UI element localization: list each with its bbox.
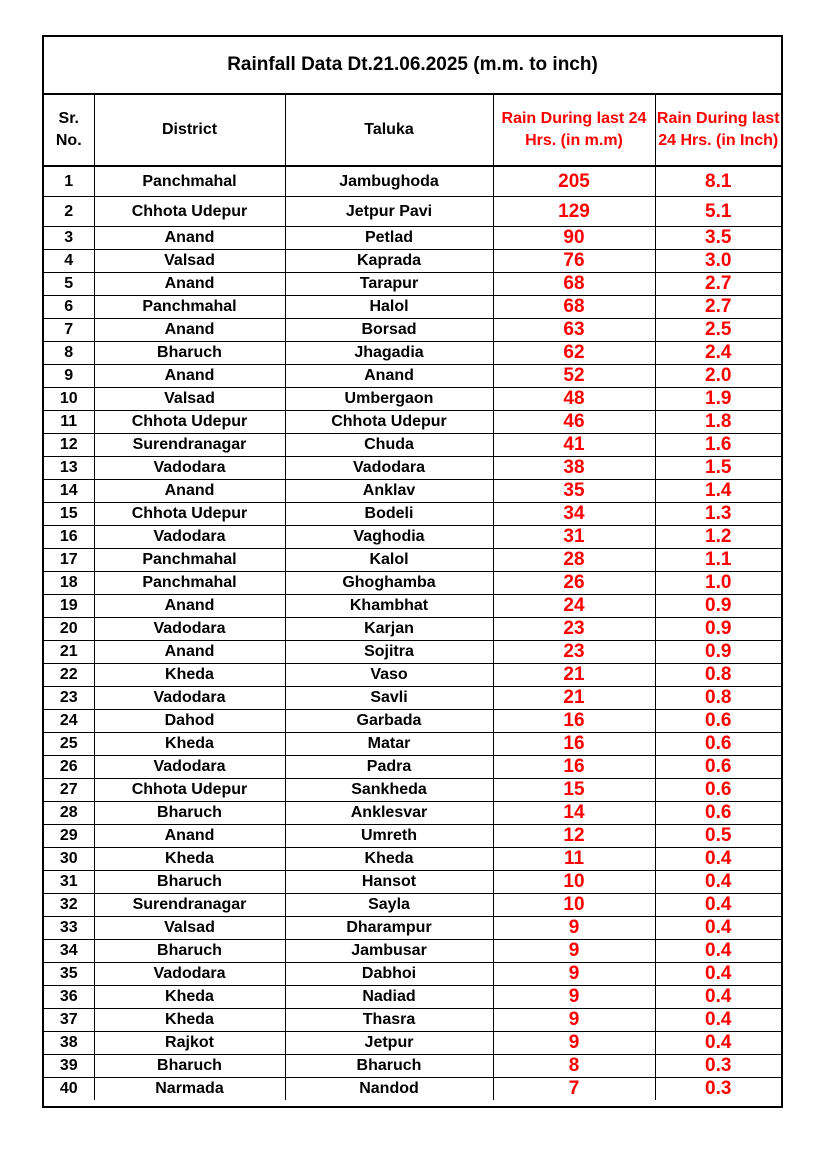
table-row: [44, 166, 781, 197]
cell-rain-mm: 28: [493, 549, 655, 572]
cell-district: Surendranagar: [94, 894, 285, 917]
cell-rain-inch: 0.4: [655, 1009, 781, 1032]
cell-taluka: Umbergaon: [285, 388, 493, 411]
cell-rain-mm: 90: [493, 227, 655, 250]
cell-sr-no: 39: [44, 1055, 94, 1078]
cell-taluka: Nandod: [285, 1078, 493, 1101]
cell-district: Valsad: [94, 917, 285, 940]
cell-sr-no: 8: [44, 342, 94, 365]
cell-taluka: Kaprada: [285, 250, 493, 273]
cell-sr-no: 17: [44, 549, 94, 572]
cell-rain-mm: 129: [493, 197, 655, 227]
cell-district: Chhota Udepur: [94, 197, 285, 227]
cell-sr-no: 16: [44, 526, 94, 549]
cell-rain-mm: 21: [493, 664, 655, 687]
cell-taluka: Anand: [285, 365, 493, 388]
cell-rain-inch: 5.1: [655, 197, 781, 227]
cell-sr-no: 3: [44, 227, 94, 250]
table-header: [44, 95, 781, 166]
cell-rain-inch: 1.9: [655, 388, 781, 411]
cell-sr-no: 33: [44, 917, 94, 940]
cell-district: Valsad: [94, 250, 285, 273]
cell-district: Vadodara: [94, 618, 285, 641]
cell-rain-inch: 2.0: [655, 365, 781, 388]
cell-rain-inch: 0.9: [655, 641, 781, 664]
cell-rain-mm: 10: [493, 871, 655, 894]
cell-rain-mm: 21: [493, 687, 655, 710]
table-row: [44, 871, 781, 894]
table-row: [44, 710, 781, 733]
cell-taluka: Jetpur: [285, 1032, 493, 1055]
cell-rain-mm: 9: [493, 940, 655, 963]
cell-sr-no: 10: [44, 388, 94, 411]
cell-rain-mm: 16: [493, 733, 655, 756]
cell-rain-inch: 0.5: [655, 825, 781, 848]
cell-rain-inch: 0.4: [655, 1032, 781, 1055]
cell-sr-no: 37: [44, 1009, 94, 1032]
cell-sr-no: 13: [44, 457, 94, 480]
table-row: [44, 986, 781, 1009]
cell-sr-no: 34: [44, 940, 94, 963]
cell-taluka: Sankheda: [285, 779, 493, 802]
cell-rain-mm: 41: [493, 434, 655, 457]
cell-rain-mm: 16: [493, 756, 655, 779]
cell-rain-mm: 24: [493, 595, 655, 618]
table-row: [44, 342, 781, 365]
cell-taluka: Nadiad: [285, 986, 493, 1009]
cell-rain-inch: 1.1: [655, 549, 781, 572]
header-taluka: Taluka: [285, 95, 493, 166]
cell-taluka: Thasra: [285, 1009, 493, 1032]
cell-taluka: Tarapur: [285, 273, 493, 296]
cell-rain-inch: 0.3: [655, 1055, 781, 1078]
cell-taluka: Halol: [285, 296, 493, 319]
cell-sr-no: 25: [44, 733, 94, 756]
cell-sr-no: 32: [44, 894, 94, 917]
cell-rain-mm: 9: [493, 986, 655, 1009]
header-row: [44, 95, 781, 166]
cell-sr-no: 28: [44, 802, 94, 825]
cell-district: Anand: [94, 480, 285, 503]
cell-rain-mm: 76: [493, 250, 655, 273]
cell-rain-inch: 2.7: [655, 273, 781, 296]
cell-district: Anand: [94, 595, 285, 618]
cell-district: Anand: [94, 641, 285, 664]
cell-taluka: Khambhat: [285, 595, 493, 618]
cell-district: Anand: [94, 319, 285, 342]
cell-sr-no: 6: [44, 296, 94, 319]
cell-district: Narmada: [94, 1078, 285, 1101]
cell-rain-mm: 68: [493, 273, 655, 296]
cell-rain-mm: 11: [493, 848, 655, 871]
cell-taluka: Jetpur Pavi: [285, 197, 493, 227]
cell-rain-inch: 0.6: [655, 710, 781, 733]
table-row: [44, 296, 781, 319]
cell-sr-no: 38: [44, 1032, 94, 1055]
cell-rain-inch: 0.4: [655, 917, 781, 940]
cell-district: Bharuch: [94, 342, 285, 365]
cell-sr-no: 11: [44, 411, 94, 434]
table-body: [44, 166, 781, 1100]
cell-taluka: Savli: [285, 687, 493, 710]
cell-rain-inch: 0.6: [655, 779, 781, 802]
cell-taluka: Jambughoda: [285, 166, 493, 197]
rainfall-table: [44, 95, 781, 1100]
table-row: [44, 197, 781, 227]
table-row: [44, 457, 781, 480]
cell-rain-mm: 48: [493, 388, 655, 411]
cell-rain-inch: 0.9: [655, 618, 781, 641]
cell-taluka: Sojitra: [285, 641, 493, 664]
table-row: [44, 227, 781, 250]
cell-sr-no: 15: [44, 503, 94, 526]
cell-rain-mm: 9: [493, 917, 655, 940]
cell-taluka: Vaso: [285, 664, 493, 687]
table-row: [44, 848, 781, 871]
cell-sr-no: 7: [44, 319, 94, 342]
cell-rain-inch: 0.4: [655, 871, 781, 894]
table-row: [44, 779, 781, 802]
table-row: [44, 250, 781, 273]
table-row: [44, 687, 781, 710]
cell-district: Chhota Udepur: [94, 503, 285, 526]
table-row: [44, 526, 781, 549]
cell-district: Panchmahal: [94, 296, 285, 319]
cell-taluka: Sayla: [285, 894, 493, 917]
cell-taluka: Dabhoi: [285, 963, 493, 986]
table-row: [44, 319, 781, 342]
cell-sr-no: 5: [44, 273, 94, 296]
cell-district: Vadodara: [94, 526, 285, 549]
cell-rain-mm: 8: [493, 1055, 655, 1078]
header-rain-mm: Rain During last 24 Hrs. (in m.m): [493, 95, 655, 166]
table-row: [44, 917, 781, 940]
cell-rain-inch: 2.7: [655, 296, 781, 319]
cell-sr-no: 1: [44, 166, 94, 197]
table-row: [44, 273, 781, 296]
cell-sr-no: 36: [44, 986, 94, 1009]
cell-district: Bharuch: [94, 1055, 285, 1078]
table-row: [44, 595, 781, 618]
cell-district: Kheda: [94, 848, 285, 871]
table-row: [44, 388, 781, 411]
cell-sr-no: 35: [44, 963, 94, 986]
cell-sr-no: 27: [44, 779, 94, 802]
table-row: [44, 664, 781, 687]
cell-sr-no: 23: [44, 687, 94, 710]
cell-rain-mm: 23: [493, 618, 655, 641]
cell-district: Panchmahal: [94, 166, 285, 197]
table-row: [44, 434, 781, 457]
table-row: [44, 963, 781, 986]
cell-rain-mm: 7: [493, 1078, 655, 1101]
cell-district: Valsad: [94, 388, 285, 411]
cell-taluka: Chuda: [285, 434, 493, 457]
table-row: [44, 940, 781, 963]
cell-rain-inch: 0.8: [655, 664, 781, 687]
cell-taluka: Matar: [285, 733, 493, 756]
header-sr-no: Sr. No.: [44, 95, 94, 166]
cell-taluka: Ghoghamba: [285, 572, 493, 595]
cell-rain-inch: 1.2: [655, 526, 781, 549]
cell-rain-inch: 2.4: [655, 342, 781, 365]
cell-district: Anand: [94, 825, 285, 848]
cell-taluka: Anklesvar: [285, 802, 493, 825]
cell-district: Kheda: [94, 1009, 285, 1032]
cell-rain-inch: 0.4: [655, 986, 781, 1009]
cell-taluka: Dharampur: [285, 917, 493, 940]
cell-rain-mm: 9: [493, 963, 655, 986]
cell-rain-mm: 38: [493, 457, 655, 480]
cell-district: Bharuch: [94, 802, 285, 825]
cell-district: Vadodara: [94, 687, 285, 710]
cell-rain-mm: 62: [493, 342, 655, 365]
table-row: [44, 411, 781, 434]
cell-taluka: Hansot: [285, 871, 493, 894]
cell-rain-inch: 3.5: [655, 227, 781, 250]
cell-district: Vadodara: [94, 756, 285, 779]
cell-rain-inch: 1.5: [655, 457, 781, 480]
table-row: [44, 802, 781, 825]
table-row: [44, 1032, 781, 1055]
cell-rain-mm: 12: [493, 825, 655, 848]
cell-sr-no: 20: [44, 618, 94, 641]
cell-district: Kheda: [94, 986, 285, 1009]
table-row: [44, 572, 781, 595]
cell-district: Bharuch: [94, 871, 285, 894]
cell-taluka: Umreth: [285, 825, 493, 848]
cell-district: Panchmahal: [94, 549, 285, 572]
cell-rain-mm: 46: [493, 411, 655, 434]
cell-district: Rajkot: [94, 1032, 285, 1055]
table-row: [44, 1078, 781, 1101]
cell-rain-inch: 0.6: [655, 756, 781, 779]
cell-taluka: Kheda: [285, 848, 493, 871]
cell-district: Bharuch: [94, 940, 285, 963]
cell-district: Anand: [94, 227, 285, 250]
cell-taluka: Karjan: [285, 618, 493, 641]
cell-rain-mm: 9: [493, 1009, 655, 1032]
table-row: [44, 503, 781, 526]
cell-rain-inch: 0.4: [655, 963, 781, 986]
cell-taluka: Garbada: [285, 710, 493, 733]
cell-rain-inch: 8.1: [655, 166, 781, 197]
cell-rain-inch: 0.3: [655, 1078, 781, 1101]
table-row: [44, 549, 781, 572]
cell-taluka: Vaghodia: [285, 526, 493, 549]
table-row: [44, 618, 781, 641]
cell-rain-mm: 10: [493, 894, 655, 917]
table-row: [44, 756, 781, 779]
table-row: [44, 894, 781, 917]
page-title: Rainfall Data Dt.21.06.2025 (m.m. to inch): [44, 37, 781, 95]
cell-district: Surendranagar: [94, 434, 285, 457]
cell-sr-no: 26: [44, 756, 94, 779]
cell-taluka: Jhagadia: [285, 342, 493, 365]
cell-district: Anand: [94, 273, 285, 296]
cell-sr-no: 4: [44, 250, 94, 273]
cell-district: Anand: [94, 365, 285, 388]
cell-district: Vadodara: [94, 457, 285, 480]
cell-sr-no: 19: [44, 595, 94, 618]
cell-sr-no: 21: [44, 641, 94, 664]
cell-rain-mm: 14: [493, 802, 655, 825]
cell-sr-no: 24: [44, 710, 94, 733]
cell-taluka: Chhota Udepur: [285, 411, 493, 434]
cell-sr-no: 2: [44, 197, 94, 227]
cell-district: Panchmahal: [94, 572, 285, 595]
cell-sr-no: 9: [44, 365, 94, 388]
cell-sr-no: 12: [44, 434, 94, 457]
cell-district: Kheda: [94, 733, 285, 756]
cell-sr-no: 18: [44, 572, 94, 595]
cell-taluka: Petlad: [285, 227, 493, 250]
cell-district: Dahod: [94, 710, 285, 733]
cell-rain-inch: 0.4: [655, 848, 781, 871]
cell-rain-inch: 0.8: [655, 687, 781, 710]
cell-rain-mm: 34: [493, 503, 655, 526]
cell-rain-mm: 23: [493, 641, 655, 664]
cell-rain-mm: 35: [493, 480, 655, 503]
cell-taluka: Anklav: [285, 480, 493, 503]
cell-rain-mm: 68: [493, 296, 655, 319]
table-row: [44, 825, 781, 848]
cell-taluka: Kalol: [285, 549, 493, 572]
table-row: [44, 365, 781, 388]
cell-rain-mm: 63: [493, 319, 655, 342]
table-row: [44, 733, 781, 756]
cell-district: Kheda: [94, 664, 285, 687]
cell-rain-inch: 1.3: [655, 503, 781, 526]
cell-rain-inch: 1.4: [655, 480, 781, 503]
cell-rain-mm: 15: [493, 779, 655, 802]
cell-sr-no: 29: [44, 825, 94, 848]
cell-sr-no: 30: [44, 848, 94, 871]
cell-rain-mm: 31: [493, 526, 655, 549]
cell-sr-no: 31: [44, 871, 94, 894]
header-district: District: [94, 95, 285, 166]
cell-rain-inch: 1.0: [655, 572, 781, 595]
cell-rain-inch: 0.4: [655, 940, 781, 963]
cell-rain-inch: 0.9: [655, 595, 781, 618]
rainfall-sheet: [42, 35, 783, 1108]
cell-district: Chhota Udepur: [94, 779, 285, 802]
cell-rain-inch: 1.6: [655, 434, 781, 457]
cell-taluka: Vadodara: [285, 457, 493, 480]
cell-rain-mm: 16: [493, 710, 655, 733]
table-row: [44, 1055, 781, 1078]
cell-sr-no: 14: [44, 480, 94, 503]
table-row: [44, 641, 781, 664]
cell-rain-mm: 26: [493, 572, 655, 595]
cell-rain-mm: 9: [493, 1032, 655, 1055]
cell-taluka: Bharuch: [285, 1055, 493, 1078]
header-rain-inch: Rain During last 24 Hrs. (in Inch): [655, 95, 781, 166]
cell-taluka: Padra: [285, 756, 493, 779]
cell-sr-no: 40: [44, 1078, 94, 1101]
cell-rain-mm: 205: [493, 166, 655, 197]
cell-rain-inch: 0.6: [655, 802, 781, 825]
cell-rain-inch: 3.0: [655, 250, 781, 273]
cell-sr-no: 22: [44, 664, 94, 687]
cell-rain-inch: 2.5: [655, 319, 781, 342]
cell-taluka: Bodeli: [285, 503, 493, 526]
cell-taluka: Borsad: [285, 319, 493, 342]
cell-district: Chhota Udepur: [94, 411, 285, 434]
cell-taluka: Jambusar: [285, 940, 493, 963]
cell-rain-inch: 0.4: [655, 894, 781, 917]
cell-district: Vadodara: [94, 963, 285, 986]
table-row: [44, 1009, 781, 1032]
cell-rain-inch: 0.6: [655, 733, 781, 756]
table-row: [44, 480, 781, 503]
cell-rain-inch: 1.8: [655, 411, 781, 434]
cell-rain-mm: 52: [493, 365, 655, 388]
